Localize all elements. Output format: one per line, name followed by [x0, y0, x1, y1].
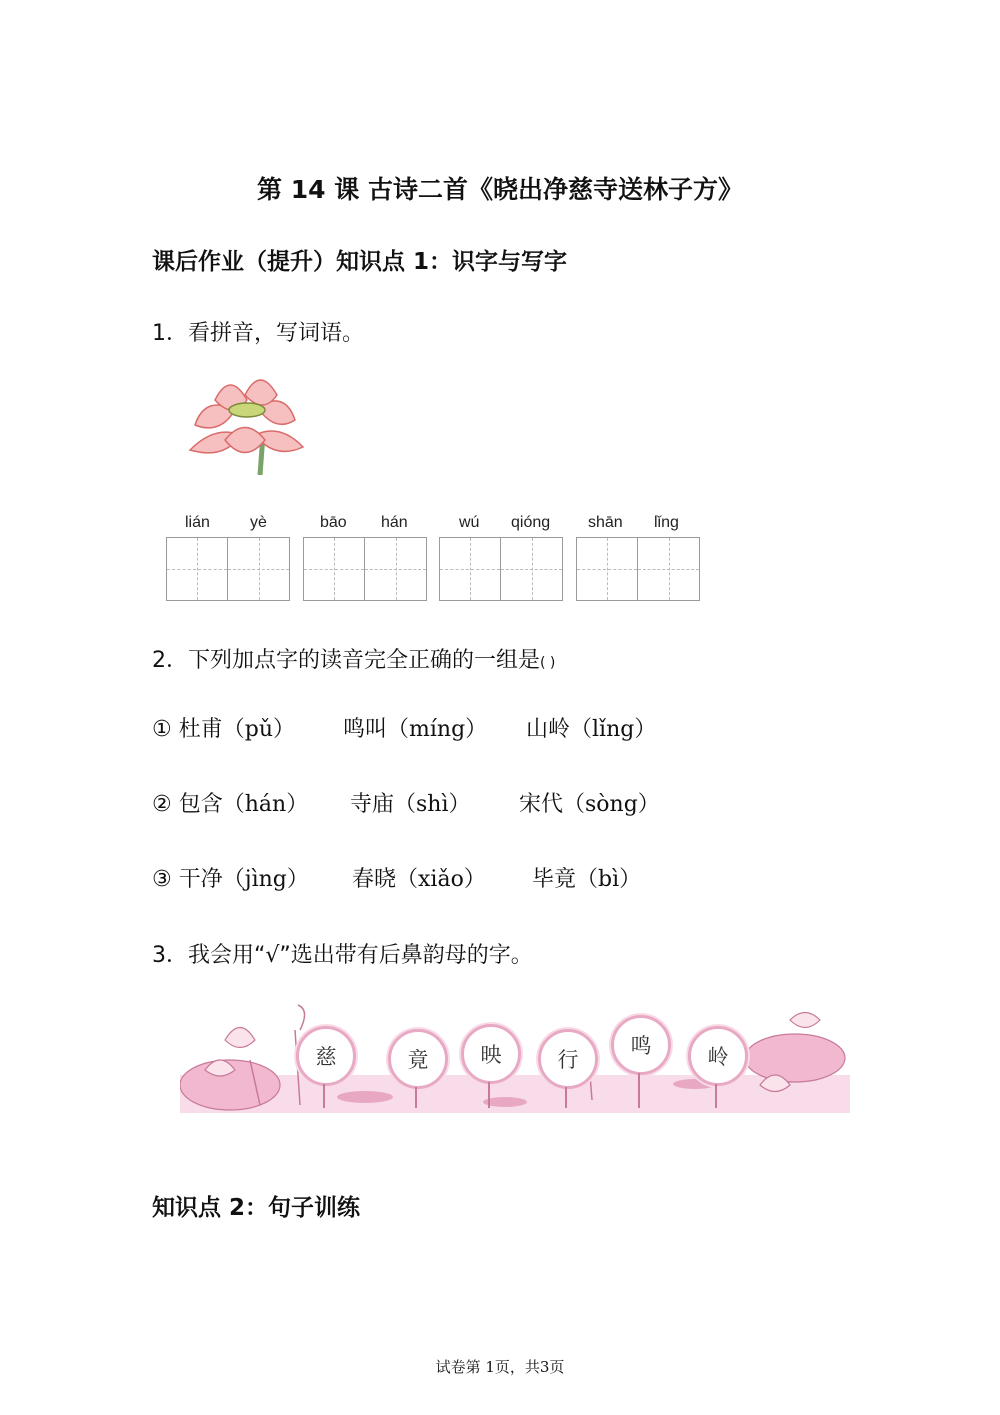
bubble-char[interactable]: 岭 — [688, 1026, 748, 1086]
pinyin-label: yè — [250, 514, 267, 531]
option-1 — [152, 712, 295, 743]
bubble-char[interactable]: 鸣 — [611, 1015, 671, 1075]
option-pinyin: （shì） — [394, 792, 471, 817]
section-heading-1: 课后作业（提升）知识点 1：识字与写字 — [152, 249, 568, 275]
bubble-stem — [565, 1087, 567, 1108]
writing-grid[interactable] — [303, 537, 427, 601]
option-mark: ② — [152, 792, 172, 817]
writing-grid[interactable] — [576, 537, 700, 601]
pinyin-label: hán — [381, 514, 408, 531]
bubble-stem — [488, 1082, 490, 1108]
question-3: 3．我会用“√”选出带有后鼻韵母的字。 — [152, 943, 533, 968]
page-footer: 试卷第 1页，共3页 — [435, 1358, 565, 1376]
pinyin-label: lǐng — [654, 514, 679, 531]
bubble-stem — [715, 1084, 717, 1108]
question-2-text: 2．下列加点字的读音完全正确的一组是 — [152, 648, 540, 673]
pinyin-label: lián — [185, 514, 210, 531]
option-3-word-2 — [352, 862, 486, 893]
option-pinyin: （pǔ） — [222, 717, 296, 742]
pinyin-label: qióng — [511, 514, 551, 531]
option-word: 山岭 — [526, 717, 571, 742]
option-pinyin: （lǐng） — [570, 717, 657, 742]
writing-grid[interactable] — [439, 537, 563, 601]
option-pinyin: （hán） — [222, 792, 309, 817]
option-pinyin: （jìng） — [222, 867, 309, 892]
bubble-stem — [323, 1084, 325, 1108]
bubble-stem — [415, 1087, 417, 1108]
option-word: 鸣叫 — [343, 717, 388, 742]
page-title: 第 14 课 古诗二首《晓出净慈寺送林子方》 — [257, 175, 743, 204]
option-word: 春晓 — [352, 867, 397, 892]
option-word: 包含 — [178, 792, 223, 817]
section-heading-2: 知识点 2：句子训练 — [152, 1195, 361, 1221]
option-word: 杜甫 — [178, 717, 223, 742]
option-word: 寺庙 — [350, 792, 395, 817]
option-pinyin: （míng） — [387, 717, 488, 742]
option-pinyin: （sòng） — [563, 792, 660, 817]
option-3-word-3 — [532, 862, 641, 893]
answer-paren[interactable]: ( ) — [540, 655, 556, 671]
option-3 — [152, 862, 309, 893]
writing-grid[interactable] — [166, 537, 290, 601]
question-1: 1．看拼音，写词语。 — [152, 321, 364, 346]
option-word: 毕竟 — [532, 867, 577, 892]
option-word: 宋代 — [519, 792, 564, 817]
option-mark: ③ — [152, 867, 172, 892]
lotus-flower-image — [185, 365, 310, 477]
option-pinyin: （xiǎo） — [396, 867, 486, 892]
option-mark: ① — [152, 717, 172, 742]
option-2-word-3 — [519, 787, 660, 818]
bubble-char[interactable]: 竟 — [388, 1029, 448, 1089]
option-2 — [152, 787, 308, 818]
question-2 — [152, 643, 555, 674]
pinyin-label: wú — [459, 514, 480, 531]
bubble-char[interactable]: 慈 — [296, 1026, 356, 1086]
option-pinyin: （bì） — [576, 867, 642, 892]
bubble-stem — [638, 1073, 640, 1108]
option-2-word-2 — [350, 787, 471, 818]
pinyin-label: shān — [588, 514, 623, 531]
bubble-char[interactable]: 行 — [538, 1029, 598, 1089]
pinyin-label: bāo — [320, 514, 347, 531]
option-1-word-2 — [343, 712, 487, 743]
option-word: 干净 — [178, 867, 223, 892]
bubble-char[interactable]: 映 — [461, 1024, 521, 1084]
option-1-word-3 — [526, 712, 656, 743]
